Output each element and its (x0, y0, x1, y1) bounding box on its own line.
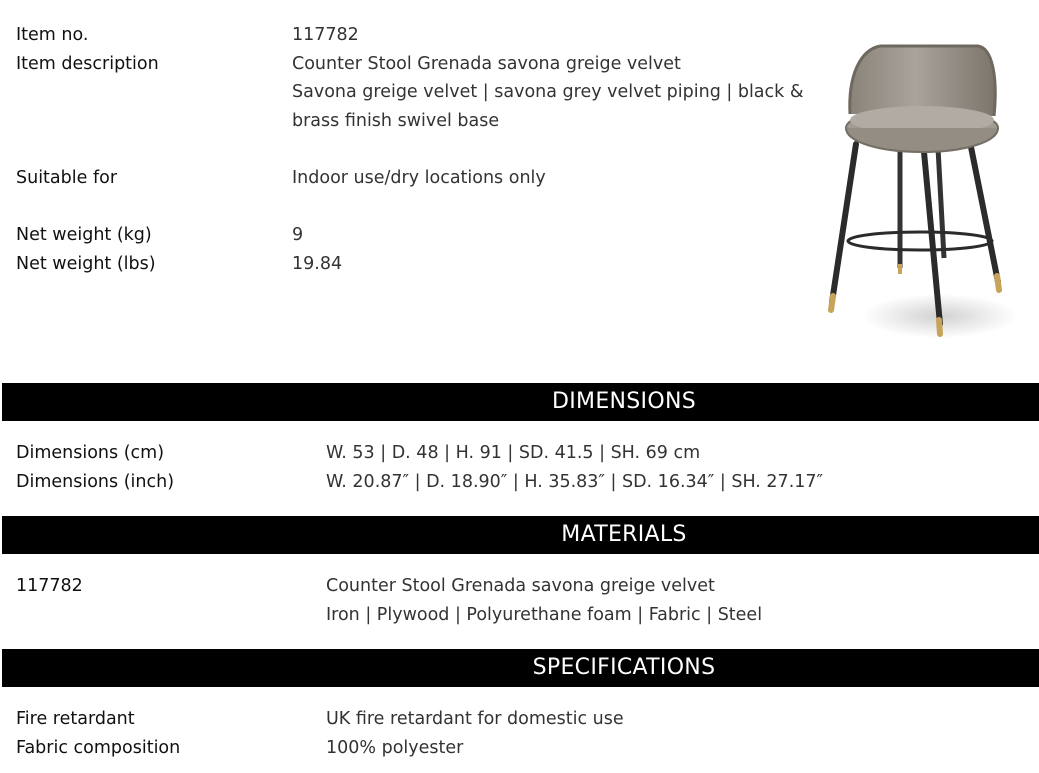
item-description-label: Item description (16, 54, 159, 74)
net-weight-lbs-label: Net weight (lbs) (16, 254, 156, 274)
dimensions-inch-value: W. 20.87″ | D. 18.90″ | H. 35.83″ | SD. 16.34″ | SH. 27.17″ (326, 472, 824, 492)
fabric-composition-label: Fabric composition (16, 738, 181, 758)
fabric-composition-value: 100% polyester (326, 738, 464, 758)
materials-line2: Iron | Plywood | Polyurethane foam | Fabric | Steel (326, 605, 763, 625)
materials-heading: MATERIALS (561, 522, 687, 547)
materials-line1: Counter Stool Grenada savona greige velvet (326, 576, 715, 596)
dimensions-inch-label: Dimensions (inch) (16, 472, 175, 492)
materials-item-label: 117782 (16, 576, 83, 596)
dimensions-cm-label: Dimensions (cm) (16, 443, 165, 463)
materials-header (2, 516, 1039, 554)
product-image (820, 36, 1020, 346)
item-description-line1: Counter Stool Grenada savona greige velvet (292, 54, 681, 74)
net-weight-kg-label: Net weight (kg) (16, 225, 152, 245)
specifications-heading: SPECIFICATIONS (532, 655, 716, 680)
item-no-value: 117782 (292, 25, 359, 45)
net-weight-kg-value: 9 (292, 225, 304, 245)
fire-retardant-label: Fire retardant (16, 709, 135, 729)
suitable-for-value: Indoor use/dry locations only (292, 168, 546, 188)
specifications-header (2, 649, 1039, 687)
fire-retardant-value: UK fire retardant for domestic use (326, 709, 624, 729)
item-no-label: Item no. (16, 25, 89, 45)
dimensions-header (2, 383, 1039, 421)
dimensions-cm-value: W. 53 | D. 48 | H. 91 | SD. 41.5 | SH. 69 cm (326, 443, 701, 463)
dimensions-heading: DIMENSIONS (552, 389, 696, 414)
bar-stool-icon (820, 36, 1020, 346)
suitable-for-label: Suitable for (16, 168, 118, 188)
item-description-line3: brass finish swivel base (292, 111, 500, 131)
net-weight-lbs-value: 19.84 (292, 254, 343, 274)
item-description-line2: Savona greige velvet | savona grey velvet piping | black & (292, 82, 804, 102)
